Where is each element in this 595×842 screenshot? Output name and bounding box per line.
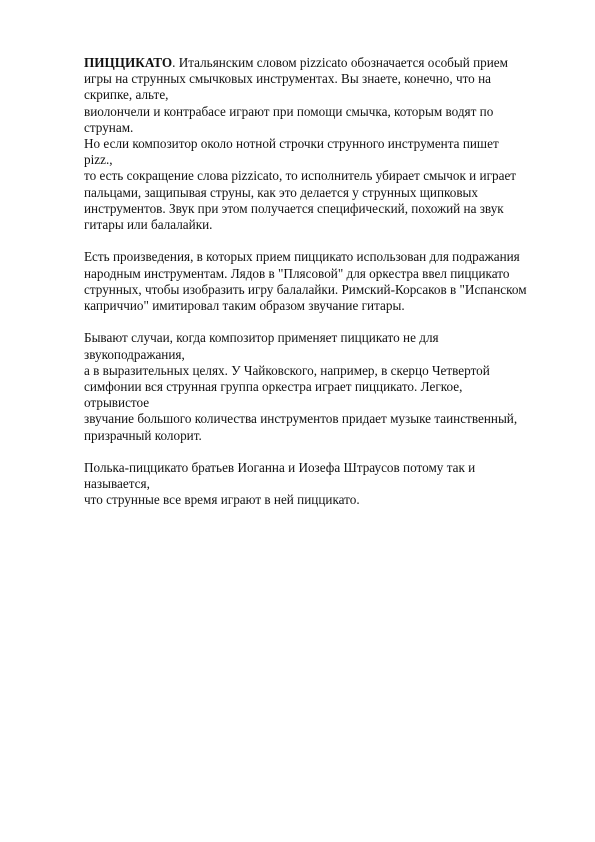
text-line: призрачный колорит. xyxy=(84,427,202,443)
text-line: народным инструментам. Лядов в "Плясовой" для оркестра ввел пиццикато xyxy=(84,265,510,281)
paragraph-4 xyxy=(84,460,564,509)
text-line: гитары или балалайки. xyxy=(84,217,213,233)
paragraph-3 xyxy=(84,330,564,443)
text-line: Есть произведения, в которых прием пиццикато использован для подражания xyxy=(84,249,520,265)
text-line: симфонии вся струнная группа оркестра играет пиццикато. Легкое, xyxy=(84,379,463,395)
text-line: называется, xyxy=(84,476,150,492)
text-line: отрывистое xyxy=(84,395,150,411)
text-line: струнных, чтобы изобразить игру балалайки. Римский-Корсаков в "Испанском xyxy=(84,281,527,297)
text-line: струнам. xyxy=(84,119,134,135)
text-line: звукоподражания, xyxy=(84,346,185,362)
text-line: пальцами, защипывая струны, как это делается у струнных щипковых xyxy=(84,184,479,200)
text-line: Бывают случаи, когда композитор применяет пиццикато не для xyxy=(84,330,439,346)
text-line: виолончели и контрабасе играют при помощи смычка, которым водят по xyxy=(84,103,494,119)
text-line: игры на струнных смычковых инструментах. Вы знаете, конечно, что на xyxy=(84,71,491,87)
text-line: скрипке, альте, xyxy=(84,87,169,103)
document-page xyxy=(84,55,564,525)
text-line xyxy=(84,55,564,71)
text-line: что струнные все время играют в ней пиццикато. xyxy=(84,492,360,508)
paragraph-2 xyxy=(84,249,564,314)
text-line: Полька-пиццикато братьев Иоганна и Иозефа Штраусов потому так и xyxy=(84,460,476,476)
term-heading: ПИЦЦИКАТО xyxy=(84,55,173,70)
text-line: Но если композитор около нотной строчки струнного инструмента пишет xyxy=(84,136,499,152)
text-line: а в выразительных целях. У Чайковского, например, в скерцо Четвертой xyxy=(84,362,490,378)
text-line: каприччио" имитировал таким образом звучание гитары. xyxy=(84,298,405,314)
text-line-rest: . Итальянским словом pizzicato обозначается особый прием xyxy=(172,55,508,70)
text-line: pizz., xyxy=(84,152,113,168)
paragraph-1 xyxy=(84,55,564,233)
text-line: звучание большого количества инструментов придает музыке таинственный, xyxy=(84,411,518,427)
text-line: то есть сокращение слова pizzicato, то исполнитель убирает смычок и играет xyxy=(84,168,517,184)
text-line: инструментов. Звук при этом получается специфический, похожий на звук xyxy=(84,200,504,216)
